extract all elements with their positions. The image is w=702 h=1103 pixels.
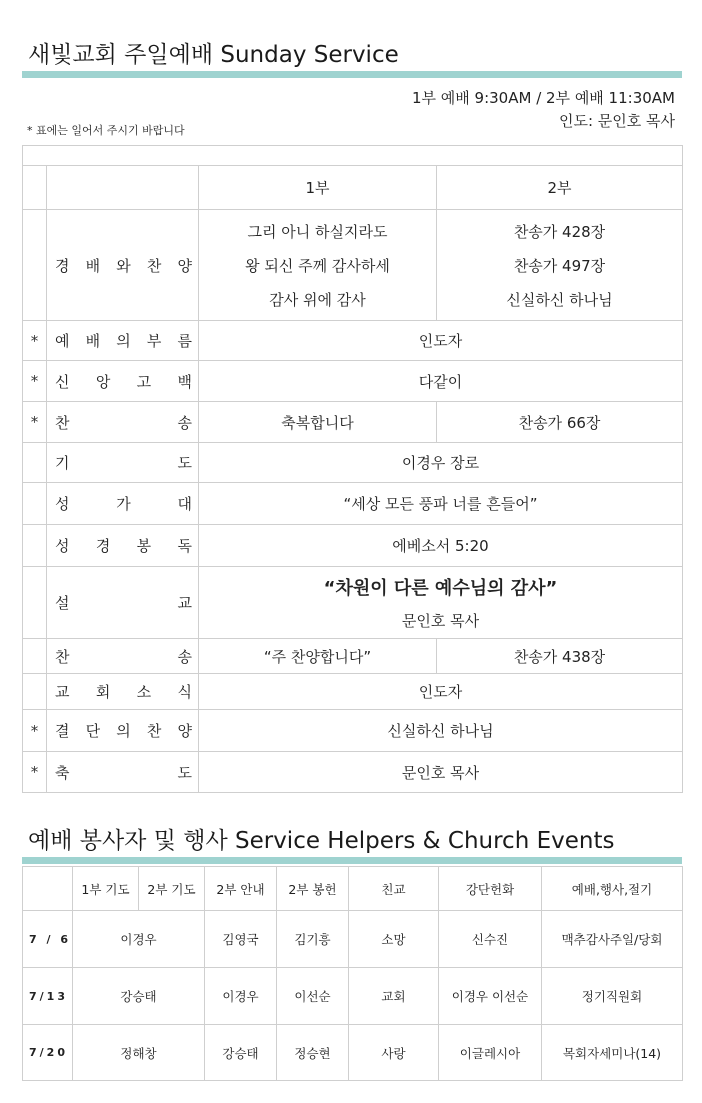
- helpers-header-row: [23, 867, 683, 911]
- label-char: 교: [177, 594, 192, 612]
- order-value-second: 찬송가 66장: [437, 402, 683, 443]
- service-times: 1부 예배 9:30AM / 2부 예배 11:30AM: [411, 89, 675, 107]
- label-char: 백: [177, 372, 192, 391]
- date-cell: 7 / 6: [23, 911, 73, 968]
- label-char: 찬: [146, 256, 162, 275]
- offering-cell: 이선순: [277, 968, 349, 1025]
- order-label: [47, 710, 199, 752]
- order-label-text: [55, 255, 192, 276]
- empty-cell: [23, 146, 683, 166]
- praise-row: [23, 210, 683, 321]
- praise-second-list: [437, 210, 683, 321]
- sermon-cell: [199, 567, 683, 639]
- order-value-first: 축복합니다: [199, 402, 437, 443]
- order-value-second: 찬송가 438장: [437, 639, 683, 674]
- empty-cell: [23, 166, 47, 210]
- order-row: [23, 752, 683, 793]
- empty-cell: [23, 210, 47, 321]
- helpers-table: [22, 866, 683, 1081]
- label-char: 경: [95, 537, 111, 555]
- list-item: 찬송가 497장: [513, 256, 606, 275]
- date-cell: 7/13: [23, 968, 73, 1025]
- fellowship-cell: 사랑: [349, 1025, 439, 1081]
- label-char: 양: [177, 256, 192, 275]
- order-value: 신실하신 하나님: [199, 710, 683, 752]
- order-label: [47, 443, 199, 483]
- label-char: 앙: [95, 372, 111, 391]
- standing-note: * 표에는 일어서 주시기 바랍니다: [27, 124, 185, 137]
- table-row: [23, 968, 683, 1025]
- label-char: 대: [177, 495, 192, 513]
- order-label: [47, 483, 199, 525]
- order-value: “세상 모든 풍파 너를 흔들어”: [199, 483, 683, 525]
- list-item: 감사 위에 감사: [269, 290, 366, 309]
- label-char: 경: [55, 256, 70, 275]
- standing-marker: [23, 639, 47, 674]
- order-label-text: [55, 371, 192, 392]
- praise-first-list: [199, 210, 437, 321]
- order-value: 인도자: [199, 674, 683, 710]
- list-item: 왕 되신 주께 감사하세: [245, 256, 390, 275]
- label-char: 식: [177, 683, 192, 701]
- label-char: 봉: [136, 537, 152, 555]
- label-char: 송: [177, 413, 192, 432]
- usher-cell: 강승태: [205, 1025, 277, 1081]
- event-cell: 정기직원회: [542, 968, 683, 1025]
- standing-marker: [23, 674, 47, 710]
- order-label-text: [55, 330, 192, 351]
- order-label-text: [55, 762, 192, 783]
- order-value: 인도자: [199, 321, 683, 361]
- offering-cell: 정승현: [277, 1025, 349, 1081]
- sermon-title: “차원이 다른 예수님의 감사”: [323, 578, 558, 599]
- order-label: [47, 525, 199, 567]
- label-char: 도: [177, 763, 192, 782]
- header-row: [23, 166, 683, 210]
- fellowship-cell: 소망: [349, 911, 439, 968]
- empty-cell: [47, 166, 199, 210]
- column-header: 1부 기도: [73, 867, 139, 911]
- first-service-header: 1부: [199, 166, 437, 210]
- flowers-cell: 이경우 이선순: [439, 968, 542, 1025]
- order-row: [23, 483, 683, 525]
- label-char: 결: [55, 722, 70, 740]
- event-cell: 맥추감사주일/당회: [542, 911, 683, 968]
- order-value-first: “주 찬양합니다”: [199, 639, 437, 674]
- order-label: [47, 361, 199, 402]
- order-row: [23, 639, 683, 674]
- prayer-cell: 강승태: [73, 968, 205, 1025]
- column-header: 친교: [349, 867, 439, 911]
- order-row: [23, 402, 683, 443]
- title-underline: [22, 71, 682, 78]
- label-char: 양: [177, 722, 192, 740]
- standing-marker: *: [23, 752, 47, 793]
- order-label-text: [55, 493, 192, 514]
- order-label: [47, 639, 199, 674]
- label-char: 예: [55, 332, 70, 350]
- label-char: 찬: [146, 722, 162, 740]
- order-value: 문인호 목사: [199, 752, 683, 793]
- order-row: [23, 674, 683, 710]
- label-char: 독: [177, 537, 192, 555]
- date-cell: 7/20: [23, 1025, 73, 1081]
- preacher: 문인호 목사: [401, 612, 480, 630]
- order-label: [47, 567, 199, 639]
- order-label: [47, 752, 199, 793]
- label-char: 와: [116, 256, 131, 275]
- label-char: 소: [136, 683, 152, 701]
- order-label: [47, 210, 199, 321]
- event-cell: 목회자세미나(14): [542, 1025, 683, 1081]
- column-header: 2부 봉헌: [277, 867, 349, 911]
- standing-marker: *: [23, 402, 47, 443]
- list-item: 찬송가 428장: [513, 222, 606, 241]
- label-char: 찬: [55, 413, 70, 432]
- standing-marker: *: [23, 710, 47, 752]
- order-row: [23, 710, 683, 752]
- flowers-cell: 이글레시아: [439, 1025, 542, 1081]
- label-char: 성: [55, 537, 70, 555]
- offering-cell: 김기흥: [277, 911, 349, 968]
- label-char: 교: [55, 683, 70, 701]
- usher-cell: 김영국: [205, 911, 277, 968]
- label-char: 름: [177, 332, 192, 350]
- order-value: 다같이: [199, 361, 683, 402]
- order-value: 에베소서 5:20: [199, 525, 683, 567]
- label-char: 고: [136, 372, 152, 391]
- order-row: [23, 321, 683, 361]
- order-label-text: [55, 720, 192, 741]
- order-label-text: [55, 535, 192, 556]
- usher-cell: 이경우: [205, 968, 277, 1025]
- column-header: 2부 기도: [139, 867, 205, 911]
- label-char: 회: [95, 683, 111, 701]
- label-char: 설: [55, 594, 70, 612]
- order-row: [23, 443, 683, 483]
- standing-marker: [23, 483, 47, 525]
- label-char: 부: [146, 332, 162, 350]
- label-char: 신: [55, 372, 70, 391]
- order-label-text: [55, 646, 192, 667]
- page-title: 새빛교회 주일예배 Sunday Service: [28, 42, 399, 68]
- order-label-text: [55, 412, 192, 433]
- order-label-text: [55, 592, 192, 613]
- label-char: 송: [177, 647, 192, 666]
- order-of-service-table: [22, 145, 683, 793]
- order-row: [23, 525, 683, 567]
- label-char: 배: [85, 256, 101, 275]
- label-char: 단: [85, 722, 101, 740]
- standing-marker: *: [23, 321, 47, 361]
- label-char: 가: [116, 495, 131, 513]
- column-header: 예배,행사,절기: [542, 867, 683, 911]
- standing-marker: [23, 443, 47, 483]
- column-header: 2부 안내: [205, 867, 277, 911]
- order-label: [47, 674, 199, 710]
- fellowship-cell: 교회: [349, 968, 439, 1025]
- order-label: [47, 402, 199, 443]
- column-header: 강단헌화: [439, 867, 542, 911]
- list-item: 그리 아니 하실지라도: [247, 222, 388, 241]
- order-label-text: [55, 681, 192, 702]
- second-service-header: 2부: [437, 166, 683, 210]
- table-top-row: [23, 146, 683, 166]
- label-char: 축: [55, 763, 70, 782]
- table-row: [23, 911, 683, 968]
- helpers-title: 예배 봉사자 및 행사 Service Helpers & Church Events: [28, 828, 615, 854]
- standing-marker: [23, 525, 47, 567]
- label-char: 성: [55, 495, 70, 513]
- service-leader: 인도: 문인호 목사: [558, 112, 675, 130]
- label-char: 찬: [55, 647, 70, 666]
- prayer-cell: 이경우: [73, 911, 205, 968]
- flowers-cell: 신수진: [439, 911, 542, 968]
- standing-marker: *: [23, 361, 47, 402]
- list-item: 신실하신 하나님: [506, 290, 613, 309]
- prayer-cell: 정해창: [73, 1025, 205, 1081]
- label-char: 의: [116, 722, 131, 740]
- sermon-row: [23, 567, 683, 639]
- label-char: 의: [116, 332, 131, 350]
- table-row: [23, 1025, 683, 1081]
- standing-marker: [23, 567, 47, 639]
- label-char: 기: [55, 454, 70, 472]
- empty-cell: [23, 867, 73, 911]
- order-row: [23, 361, 683, 402]
- order-label-text: [55, 452, 192, 473]
- label-char: 도: [177, 454, 192, 472]
- label-char: 배: [85, 332, 101, 350]
- order-value: 이경우 장로: [199, 443, 683, 483]
- helpers-title-underline: [22, 857, 682, 864]
- order-label: [47, 321, 199, 361]
